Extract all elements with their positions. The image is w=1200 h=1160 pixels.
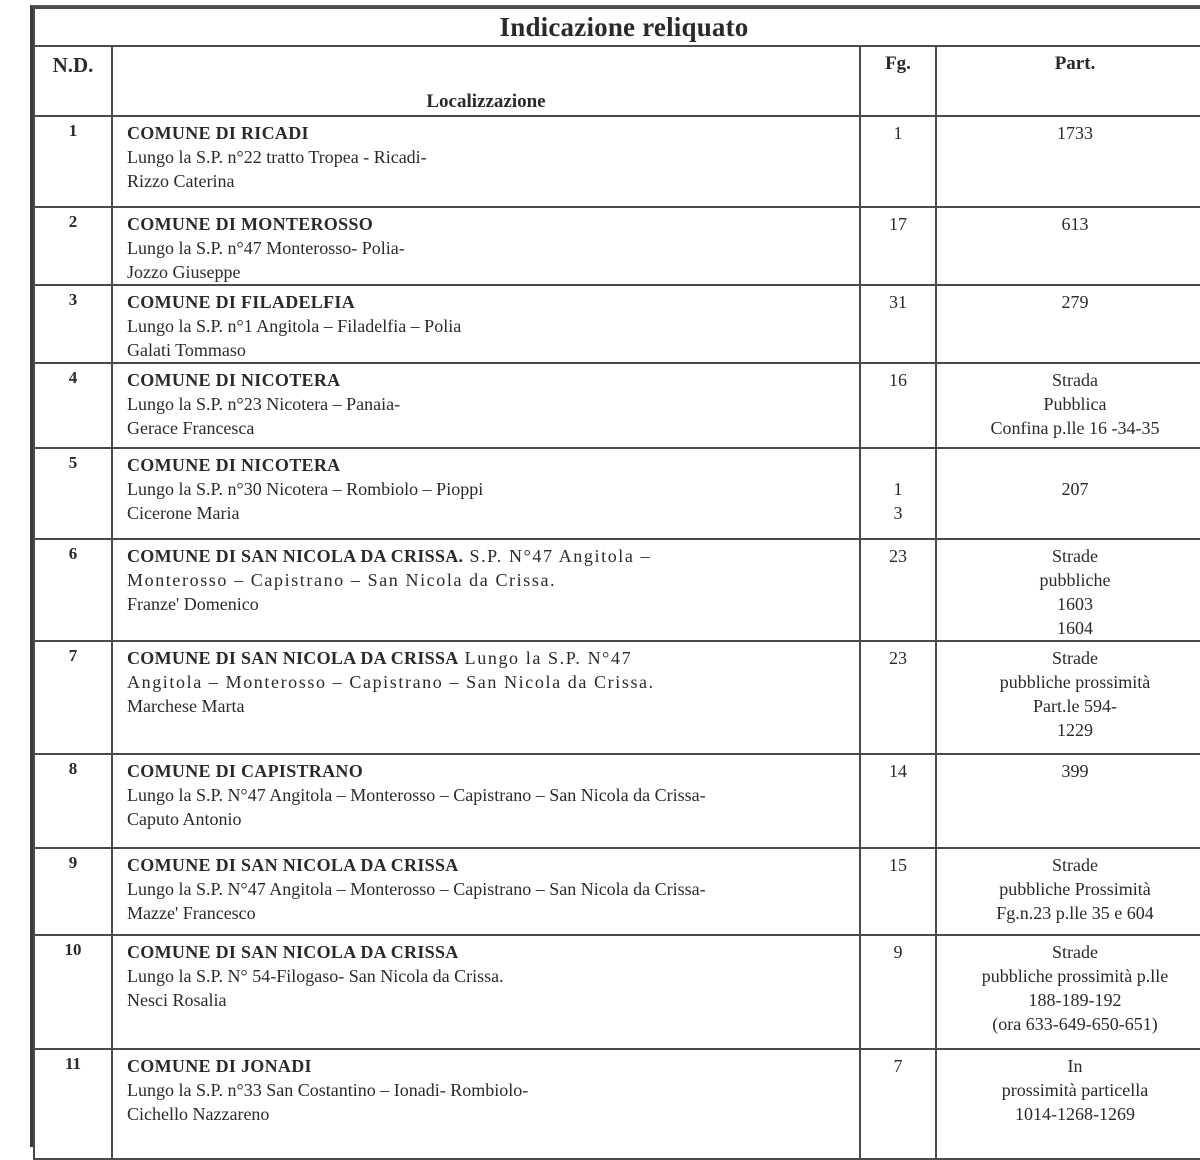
road-description: Lungo la S.P. N°47 Angitola – Monterosso – Capistrano – San Nicola da Crissa- <box>127 785 706 805</box>
row-number: 8 <box>34 754 112 848</box>
localizzazione-heading <box>127 290 847 314</box>
localizzazione-heading <box>127 646 847 670</box>
row-particella <box>936 116 1200 207</box>
row-foglio <box>860 1049 936 1159</box>
comune-name: COMUNE DI MONTEROSSO <box>127 214 374 234</box>
particella-line: Strada <box>1052 370 1098 390</box>
particella-line: Confina p.lle 16 -34-35 <box>990 418 1160 438</box>
row-particella <box>936 539 1200 641</box>
row-particella <box>936 363 1200 448</box>
foglio-value: 16 <box>889 370 907 390</box>
particella-line: 1733 <box>1057 123 1094 143</box>
row-particella <box>936 448 1200 539</box>
particella-line: 613 <box>1061 214 1089 234</box>
particella-line: 188-189-192 <box>1028 990 1122 1010</box>
table-title: Indicazione reliquato <box>34 8 1200 46</box>
particella-line: 1603 <box>1057 594 1094 614</box>
particella-line: Strade <box>1052 942 1098 962</box>
row-localizzazione <box>112 754 860 848</box>
particella-line: Pubblica <box>1043 394 1107 414</box>
table-row <box>34 1049 1200 1159</box>
header-part: Part. <box>936 46 1200 116</box>
row-foglio <box>860 754 936 848</box>
row-localizzazione <box>112 207 860 285</box>
table-row <box>34 539 1200 641</box>
row-number: 1 <box>34 116 112 207</box>
owner-name: Gerace Francesca <box>127 418 255 438</box>
row-foglio <box>860 116 936 207</box>
particella-line: Strade <box>1052 546 1098 566</box>
foglio-value: 23 <box>889 546 907 566</box>
localizzazione-heading <box>127 368 847 392</box>
row-number: 10 <box>34 935 112 1049</box>
particella-line: 1604 <box>1057 618 1094 638</box>
localizzazione-heading <box>127 544 847 568</box>
row-particella <box>936 285 1200 363</box>
row-particella <box>936 207 1200 285</box>
table-row <box>34 207 1200 285</box>
table-row <box>34 448 1200 539</box>
particella-line: 279 <box>1061 292 1089 312</box>
row-localizzazione <box>112 641 860 754</box>
table-row <box>34 935 1200 1049</box>
row-localizzazione <box>112 1049 860 1159</box>
localizzazione-heading <box>127 1054 847 1078</box>
road-description: Angitola – Monterosso – Capistrano – San Nicola da Crissa. <box>127 672 655 692</box>
comune-name: COMUNE DI SAN NICOLA DA CRISSA. <box>127 546 464 566</box>
header-localizzazione <box>112 46 860 116</box>
table-row <box>34 848 1200 935</box>
localizzazione-heading <box>127 759 847 783</box>
owner-name: Rizzo Caterina <box>127 171 235 191</box>
row-particella <box>936 935 1200 1049</box>
foglio-value: 15 <box>889 855 907 875</box>
table-row <box>34 754 1200 848</box>
road-description: Lungo la S.P. n°33 San Costantino – Ionadi- Rombiolo- <box>127 1080 529 1100</box>
row-localizzazione <box>112 116 860 207</box>
comune-suffix: Lungo la S.P. N°47 <box>458 648 633 668</box>
road-description: Lungo la S.P. N°47 Angitola – Monterosso – Capistrano – San Nicola da Crissa- <box>127 879 706 899</box>
particella-line: Part.le 594- <box>1033 696 1117 716</box>
table-row <box>34 363 1200 448</box>
comune-name: COMUNE DI CAPISTRANO <box>127 761 364 781</box>
particella-line: 207 <box>1061 479 1089 499</box>
table-body <box>34 116 1200 1159</box>
owner-name: Cichello Nazzareno <box>127 1104 270 1124</box>
foglio-value: 1 <box>893 123 903 143</box>
foglio-value: 3 <box>893 503 903 523</box>
table-row <box>34 116 1200 207</box>
row-localizzazione <box>112 448 860 539</box>
comune-name: COMUNE DI SAN NICOLA DA CRISSA <box>127 648 459 668</box>
owner-name: Marchese Marta <box>127 696 245 716</box>
particella-line: 1014-1268-1269 <box>1015 1104 1136 1124</box>
row-number: 5 <box>34 448 112 539</box>
comune-name: COMUNE DI SAN NICOLA DA CRISSA <box>127 855 459 875</box>
row-foglio <box>860 363 936 448</box>
particella-line <box>937 453 1200 477</box>
row-number: 7 <box>34 641 112 754</box>
row-number: 9 <box>34 848 112 935</box>
owner-name: Mazze' Francesco <box>127 903 256 923</box>
comune-name: COMUNE DI FILADELFIA <box>127 292 356 312</box>
foglio-value: 17 <box>889 214 907 234</box>
document-sheet <box>30 5 1200 1147</box>
header-localizzazione-label: Localizzazione <box>426 91 546 112</box>
particella-line: pubbliche <box>1039 570 1111 590</box>
comune-name: COMUNE DI RICADI <box>127 123 309 143</box>
comune-name: COMUNE DI JONADI <box>127 1056 312 1076</box>
row-foglio <box>860 935 936 1049</box>
foglio-value <box>861 453 935 477</box>
row-particella <box>936 1049 1200 1159</box>
localizzazione-heading <box>127 212 847 236</box>
header-fg: Fg. <box>860 46 936 116</box>
row-number: 3 <box>34 285 112 363</box>
owner-name: Franze' Domenico <box>127 594 259 614</box>
header-nd: N.D. <box>34 46 112 116</box>
particella-line: 1229 <box>1057 720 1094 740</box>
table-title-row <box>34 8 1200 46</box>
row-localizzazione <box>112 285 860 363</box>
owner-name: Jozzo Giuseppe <box>127 262 241 282</box>
particella-line: 399 <box>1061 761 1089 781</box>
road-description: Lungo la S.P. n°47 Monterosso- Polia- <box>127 238 405 258</box>
particella-line: Strade <box>1052 648 1098 668</box>
particella-line: prossimità particella <box>1001 1080 1149 1100</box>
reliquato-table <box>33 7 1200 1160</box>
particella-line: Strade <box>1052 855 1098 875</box>
foglio-value: 23 <box>889 648 907 668</box>
table-row <box>34 641 1200 754</box>
road-description: Lungo la S.P. n°23 Nicotera – Panaia- <box>127 394 401 414</box>
localizzazione-heading <box>127 853 847 877</box>
row-localizzazione <box>112 848 860 935</box>
foglio-value: 1 <box>893 479 903 499</box>
row-particella <box>936 848 1200 935</box>
row-foglio <box>860 848 936 935</box>
row-localizzazione <box>112 935 860 1049</box>
owner-name: Nesci Rosalia <box>127 990 227 1010</box>
road-description: Lungo la S.P. n°30 Nicotera – Rombiolo – Pioppi <box>127 479 484 499</box>
owner-name: Galati Tommaso <box>127 340 246 360</box>
particella-line: In <box>1067 1056 1083 1076</box>
particella-line: pubbliche Prossimità <box>999 879 1151 899</box>
foglio-value: 9 <box>893 942 903 962</box>
row-foglio <box>860 207 936 285</box>
row-particella <box>936 754 1200 848</box>
road-description: Lungo la S.P. N° 54-Filogaso- San Nicola da Crissa. <box>127 966 504 986</box>
row-number: 4 <box>34 363 112 448</box>
owner-name: Caputo Antonio <box>127 809 242 829</box>
row-foglio <box>860 539 936 641</box>
row-number: 2 <box>34 207 112 285</box>
comune-name: COMUNE DI SAN NICOLA DA CRISSA <box>127 942 459 962</box>
table-header-row <box>34 46 1200 116</box>
row-localizzazione <box>112 539 860 641</box>
foglio-value: 7 <box>893 1056 903 1076</box>
row-number: 6 <box>34 539 112 641</box>
localizzazione-heading <box>127 940 847 964</box>
row-foglio <box>860 448 936 539</box>
comune-name: COMUNE DI NICOTERA <box>127 455 341 475</box>
row-localizzazione <box>112 363 860 448</box>
road-description: Lungo la S.P. n°22 tratto Tropea - Ricadi- <box>127 147 427 167</box>
particella-line: pubbliche prossimità p.lle <box>981 966 1169 986</box>
particella-line: Fg.n.23 p.lle 35 e 604 <box>996 903 1154 923</box>
comune-suffix: S.P. N°47 Angitola – <box>463 546 652 566</box>
localizzazione-heading <box>127 121 847 145</box>
row-particella <box>936 641 1200 754</box>
owner-name: Cicerone Maria <box>127 503 240 523</box>
particella-line: (ora 633-649-650-651) <box>992 1014 1158 1034</box>
comune-name: COMUNE DI NICOTERA <box>127 370 341 390</box>
road-description: Lungo la S.P. n°1 Angitola – Filadelfia – Polia <box>127 316 462 336</box>
particella-line: pubbliche prossimità <box>999 672 1151 692</box>
foglio-value: 31 <box>889 292 907 312</box>
road-description: Monterosso – Capistrano – San Nicola da Crissa. <box>127 570 557 590</box>
row-foglio <box>860 641 936 754</box>
row-foglio <box>860 285 936 363</box>
row-number: 11 <box>34 1049 112 1159</box>
foglio-value: 14 <box>889 761 907 781</box>
table-row <box>34 285 1200 363</box>
localizzazione-heading <box>127 453 847 477</box>
